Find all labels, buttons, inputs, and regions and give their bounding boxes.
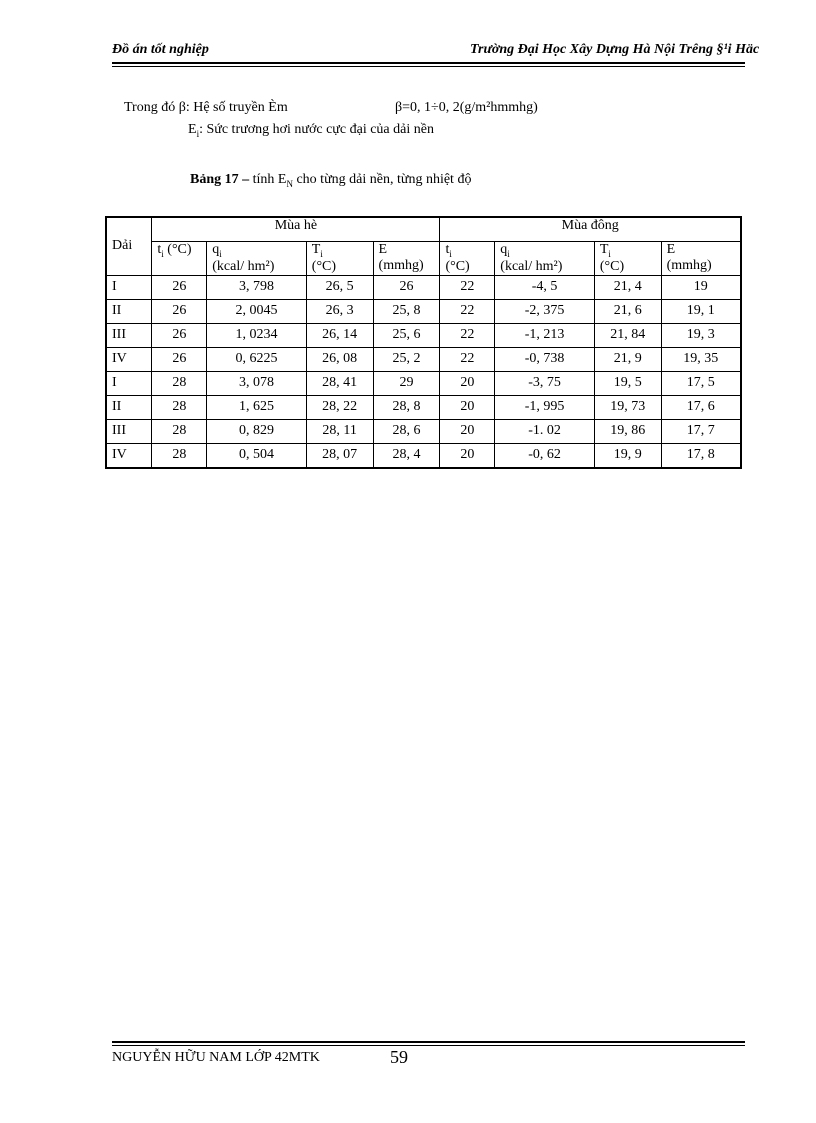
Ti-unit: (°C): [599, 258, 625, 274]
table-cell: 28, 22: [306, 395, 373, 419]
table-caption: [190, 172, 471, 189]
table-row: [106, 323, 741, 347]
table-cell-dai: II: [106, 299, 152, 323]
table-cell: 26, 5: [306, 275, 373, 299]
Ti-sub: i: [320, 248, 323, 259]
table-cell: 20: [440, 443, 495, 468]
table-cell: 26: [373, 275, 440, 299]
qi-symbol: q: [500, 242, 508, 257]
table-cell: 21, 6: [594, 299, 661, 323]
table-cell: 28: [152, 443, 207, 468]
table-cell: 19, 73: [594, 395, 661, 419]
table-cell: 28, 4: [373, 443, 440, 468]
table-row: [106, 347, 741, 371]
table-cell: 17, 5: [661, 371, 741, 395]
table-cell-dai: IV: [106, 347, 152, 371]
summer-qi-header: [207, 242, 307, 276]
data-table: [105, 216, 742, 469]
caption-sub: N: [286, 178, 293, 189]
table-cell: 29: [373, 371, 440, 395]
intro-formula: β=0, 1÷0, 2(g/m²hmmhg): [395, 100, 538, 115]
table-cell: 20: [440, 419, 495, 443]
table-cell: 19, 5: [594, 371, 661, 395]
table-cell: 28, 8: [373, 395, 440, 419]
table-row: [106, 371, 741, 395]
summer-header: Mùa hè: [152, 217, 440, 242]
table-cell: 17, 6: [661, 395, 741, 419]
table-cell: 2, 0045: [207, 299, 307, 323]
table-cell: 19: [661, 275, 741, 299]
table-cell: 25, 2: [373, 347, 440, 371]
table-cell: -1. 02: [495, 419, 595, 443]
table-cell: 3, 798: [207, 275, 307, 299]
table-cell: 28, 6: [373, 419, 440, 443]
footer-author: NGUYỄN HỮU NAM LỚP 42MTK: [112, 1050, 320, 1065]
header-rule-thin: [112, 66, 745, 67]
col-dai-header: Dải: [106, 217, 152, 275]
table-cell: 26, 3: [306, 299, 373, 323]
table-cell: -1, 995: [495, 395, 595, 419]
table-cell: 28: [152, 419, 207, 443]
table-cell-dai: IV: [106, 443, 152, 468]
table-cell: 28, 41: [306, 371, 373, 395]
page-number: 59: [390, 1047, 408, 1067]
table-cell: -1, 213: [495, 323, 595, 347]
Ti-symbol: T: [311, 242, 321, 257]
footer-rule-thin: [112, 1045, 745, 1046]
table-cell: 0, 6225: [207, 347, 307, 371]
table-cell: 20: [440, 371, 495, 395]
table-cell: 22: [440, 275, 495, 299]
ti-sub: i: [161, 248, 164, 259]
intro-line-1: Trong đó β: Hệ số truyền Èm: [124, 100, 288, 115]
table-cell: 21, 4: [594, 275, 661, 299]
table-cell-dai: I: [106, 275, 152, 299]
table-cell: 22: [440, 323, 495, 347]
table-cell: 1, 625: [207, 395, 307, 419]
qi-unit: (kcal/ hm²): [500, 258, 563, 274]
summer-ti-header: [152, 242, 207, 276]
E-unit: (mmhg): [378, 258, 424, 273]
table-cell: 26: [152, 275, 207, 299]
table-cell: 26, 08: [306, 347, 373, 371]
header-left: Đồ án tốt nghiệp: [112, 42, 209, 57]
table-cell: 22: [440, 299, 495, 323]
table-cell: 0, 829: [207, 419, 307, 443]
qi-symbol: q: [212, 242, 220, 257]
table-cell: 1, 0234: [207, 323, 307, 347]
ti-sub: i: [449, 248, 452, 259]
caption-label: Bảng 17: [190, 172, 239, 187]
intro-line-2-text: : Sức trương hơi nước cực đại của dải nền: [199, 122, 434, 137]
table-cell: -3, 75: [495, 371, 595, 395]
winter-header: Mùa đông: [440, 217, 741, 242]
Ti-sub: i: [608, 248, 611, 259]
table-cell: 17, 7: [661, 419, 741, 443]
table-cell: 22: [440, 347, 495, 371]
table-cell: 26: [152, 299, 207, 323]
footer-rule: [112, 1041, 745, 1043]
ti-unit: (°C): [163, 242, 192, 257]
table-cell: -0, 62: [495, 443, 595, 468]
table-cell: 21, 9: [594, 347, 661, 371]
qi-unit: (kcal/ hm²): [212, 258, 275, 274]
table-cell: 19, 86: [594, 419, 661, 443]
Ti-unit: (°C): [311, 258, 337, 274]
Ti-symbol: T: [599, 242, 609, 257]
table-cell: 3, 078: [207, 371, 307, 395]
table-cell-dai: I: [106, 371, 152, 395]
table-cell-dai: II: [106, 395, 152, 419]
header-rule: [112, 62, 745, 64]
table-cell: -4, 5: [495, 275, 595, 299]
ti-unit: (°C): [445, 258, 470, 274]
E-symbol: E: [378, 242, 388, 257]
table-cell-dai: III: [106, 323, 152, 347]
header-right: Trường Đại Học Xây Dựng Hà Nội Trêng §¹i Häc: [470, 42, 760, 57]
table-cell: 26: [152, 323, 207, 347]
table-cell: 28, 11: [306, 419, 373, 443]
caption-text-after: cho từng dải nền, từng nhiệt độ: [292, 172, 472, 187]
table-cell: -2, 375: [495, 299, 595, 323]
ti-symbol: t: [157, 242, 162, 257]
symbol-e: E: [188, 122, 197, 137]
intro-line-2: [188, 122, 434, 139]
table-cell: 0, 504: [207, 443, 307, 468]
table-cell-dai: III: [106, 419, 152, 443]
table-cell: 25, 6: [373, 323, 440, 347]
table-cell: 21, 84: [594, 323, 661, 347]
table-cell: 28, 07: [306, 443, 373, 468]
table-cell: 17, 8: [661, 443, 741, 468]
summer-Ti-header: [306, 242, 373, 276]
qi-sub: i: [507, 248, 510, 259]
table-cell: 20: [440, 395, 495, 419]
table-row: [106, 275, 741, 299]
symbol-e-sub: i: [196, 128, 200, 139]
winter-ti-header: [440, 242, 495, 276]
ti-symbol: t: [445, 242, 450, 257]
table-cell: 28: [152, 395, 207, 419]
summer-E-header: [373, 242, 440, 276]
winter-E-header: [661, 242, 741, 276]
winter-Ti-header: [594, 242, 661, 276]
E-symbol: E: [666, 242, 676, 257]
table-cell: 28: [152, 371, 207, 395]
caption-text: tính E: [252, 172, 287, 187]
table-row: [106, 419, 741, 443]
table-row: [106, 299, 741, 323]
table-cell: 19, 3: [661, 323, 741, 347]
table-cell: 19, 35: [661, 347, 741, 371]
header-row-1: [106, 217, 741, 242]
table-cell: -0, 738: [495, 347, 595, 371]
header-row-2: [106, 242, 741, 276]
table-cell: 19, 1: [661, 299, 741, 323]
table-cell: 26, 14: [306, 323, 373, 347]
table-cell: 26: [152, 347, 207, 371]
table-row: [106, 395, 741, 419]
qi-sub: i: [219, 248, 222, 259]
E-unit: (mmhg): [666, 258, 712, 273]
table-cell: 25, 8: [373, 299, 440, 323]
table-row: [106, 443, 741, 468]
caption-dash: –: [238, 172, 253, 187]
winter-qi-header: [495, 242, 595, 276]
table-cell: 19, 9: [594, 443, 661, 468]
